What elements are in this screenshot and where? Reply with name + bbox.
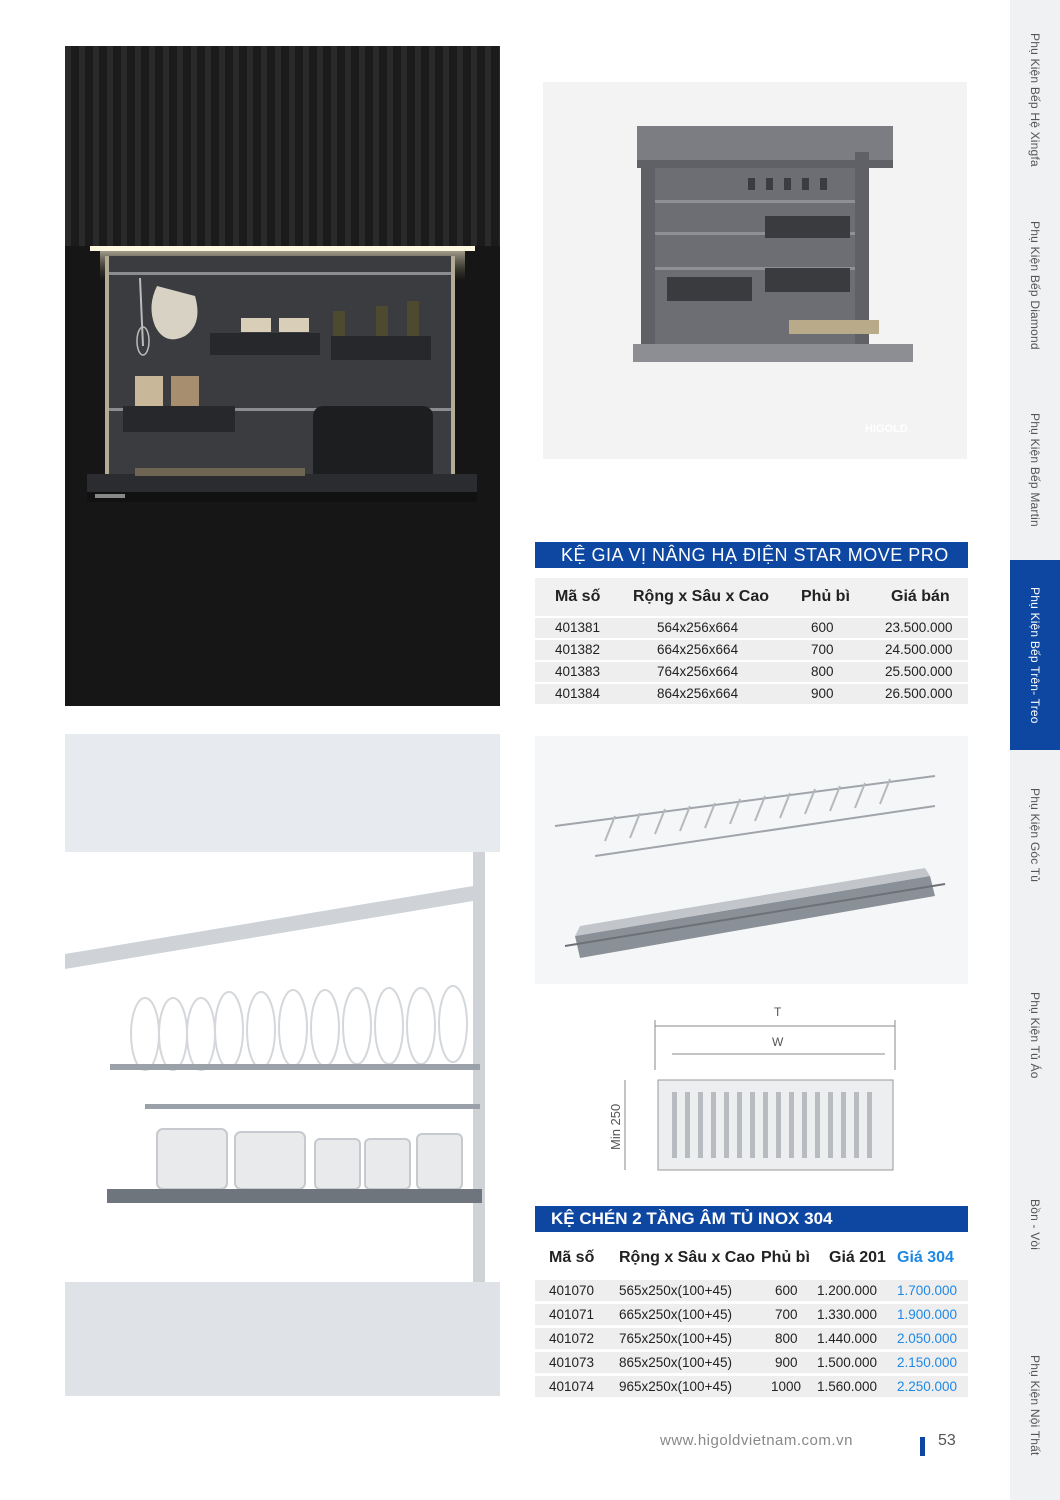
sidebar-item-xingfa[interactable]: Phụ Kiện Bếp Hệ Xingfa	[1028, 33, 1042, 167]
sidebar-item-noi-that[interactable]: Phụ Kiện Nội Thất	[1028, 1354, 1042, 1456]
header-price: Giá bán	[891, 588, 950, 605]
header-dims: Rộng x Sâu x Cao	[619, 1249, 756, 1266]
dish-rack-product-photo	[535, 736, 968, 984]
table-row: 401071 665x250x(100+45) 700 1.330.000 1.900.000	[535, 1304, 968, 1325]
lift-rack-cabinet-photo	[65, 46, 500, 706]
header-price-304: Giá 304	[897, 1249, 954, 1266]
dimension-diagram	[600, 1000, 920, 1180]
dimension-diagram-svg	[600, 1000, 920, 1180]
header-cover: Phủ bì	[801, 588, 850, 605]
table-row: 401074 965x250x(100+45) 1000 1.560.000 2.250.000	[535, 1376, 968, 1397]
table-header-star-move-pro	[535, 578, 968, 616]
table-row: 401382 664x256x664 700 24.500.000	[535, 640, 968, 660]
star-move-pro-illustration	[543, 82, 967, 459]
section-title-star-move-pro: KỆ GIA VỊ NÂNG HẠ ĐIỆN STAR MOVE PRO	[535, 542, 968, 568]
sidebar-item-goc-tu[interactable]: Phụ Kiện Góc Tủ	[1028, 787, 1042, 883]
dish-rack-cabinet-photo	[65, 734, 500, 1396]
header-code: Mã số	[555, 588, 601, 605]
table-row: 401070 565x250x(100+45) 600 1.200.000 1.700.000	[535, 1280, 968, 1301]
page-number-marker	[920, 1437, 925, 1456]
label-t: T	[774, 1005, 782, 1019]
header-price-201: Giá 201	[829, 1249, 886, 1266]
label-min-250: Min 250	[608, 1103, 623, 1150]
label-w: W	[772, 1035, 784, 1049]
section-title-dish-rack: KỆ CHÉN 2 TẦNG ÂM TỦ INOX 304	[535, 1206, 968, 1232]
footer-website[interactable]: www.higoldvietnam.com.vn	[660, 1432, 853, 1449]
page-number: 53	[938, 1432, 956, 1449]
table-row: 401072 765x250x(100+45) 800 1.440.000 2.050.000	[535, 1328, 968, 1349]
higold-watermark: HIGOLD	[865, 423, 908, 435]
category-sidebar	[1010, 0, 1060, 1500]
star-move-pro-product-photo	[543, 82, 967, 459]
header-code: Mã số	[549, 1249, 595, 1266]
table-row: 401383 764x256x664 800 25.500.000	[535, 662, 968, 682]
lift-rack-cabinet-illustration	[65, 46, 500, 706]
sidebar-item-bon-voi[interactable]: Bồn - Vòi	[1028, 1199, 1042, 1251]
header-dims: Rộng x Sâu x Cao	[633, 588, 770, 605]
table-row: 401381 564x256x664 600 23.500.000	[535, 618, 968, 638]
table-header-dish-rack	[535, 1240, 968, 1276]
sidebar-item-diamond[interactable]: Phụ Kiện Bếp Diamond	[1028, 220, 1042, 350]
header-cover: Phủ bì	[761, 1249, 810, 1266]
higold-logo-mark	[95, 494, 125, 498]
sidebar-item-martin[interactable]: Phụ Kiện Bếp Martin	[1028, 413, 1042, 527]
dish-rack-product-illustration	[535, 736, 968, 984]
sidebar-item-bep-tren-treo[interactable]: Phụ Kiện Bếp Trên- Treo	[1010, 560, 1060, 750]
table-row: 401073 865x250x(100+45) 900 1.500.000 2.150.000	[535, 1352, 968, 1373]
table-row: 401384 864x256x664 900 26.500.000	[535, 684, 968, 704]
sidebar-item-tu-ao[interactable]: Phụ Kiện Tủ Áo	[1028, 991, 1042, 1079]
dish-rack-cabinet-illustration	[65, 734, 500, 1396]
